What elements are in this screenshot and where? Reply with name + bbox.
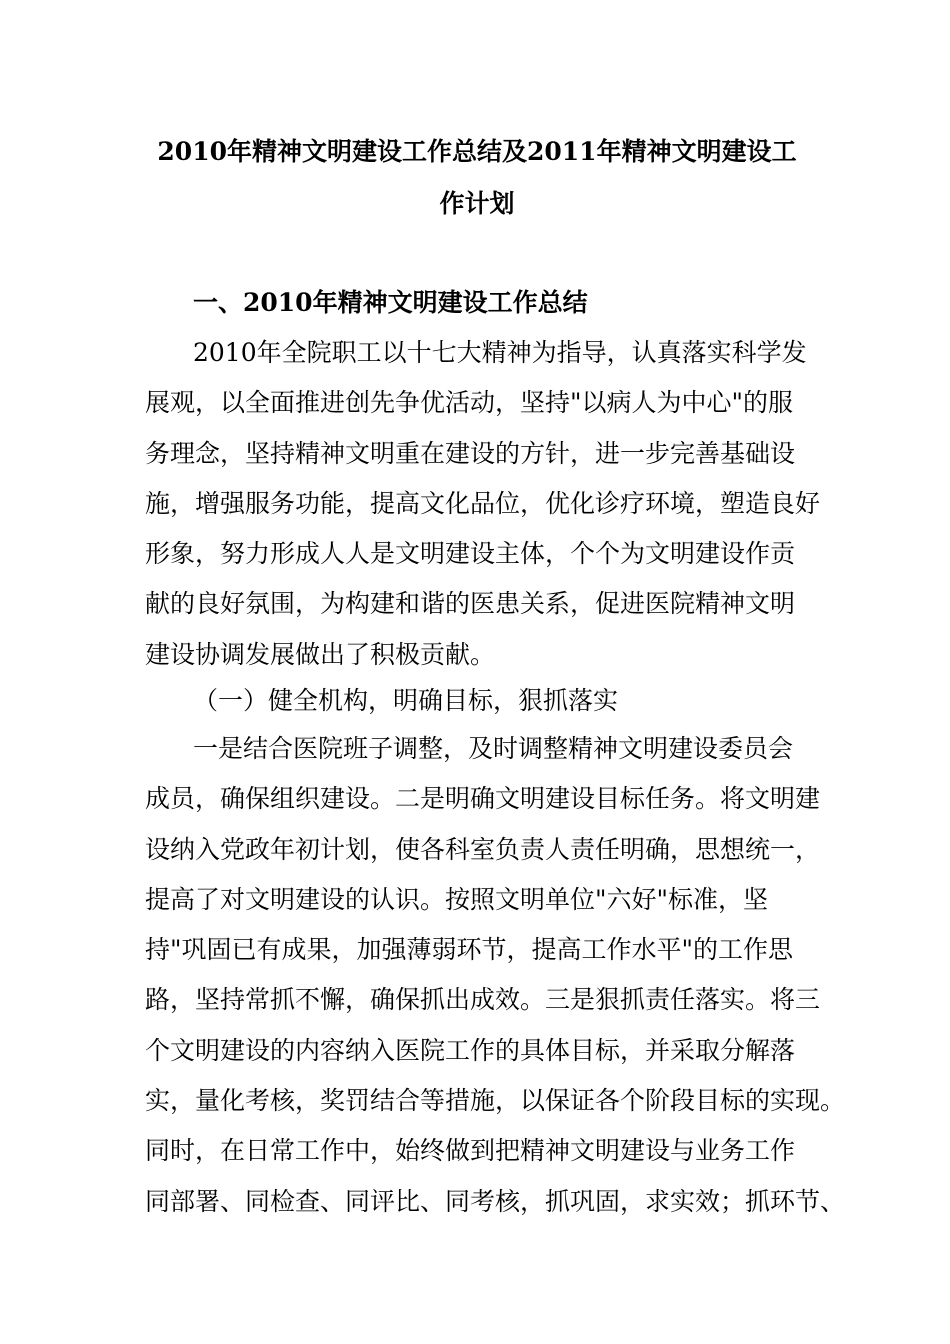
paragraph-line: 献的良好氛围，为构建和谐的医患关系，促进医院精神文明 (145, 589, 796, 619)
paragraph-line: 路，坚持常抓不懈，确保抓出成效。三是狠抓责任落实。将三 (145, 985, 821, 1015)
paragraph-line: 设纳入党政年初计划，使各科室负责人责任明确，思想统一， (145, 834, 821, 864)
paragraph-2 (145, 724, 846, 1227)
paragraph-line: 2010年全院职工以十七大精神为指导，认真落实科学发 (193, 338, 807, 367)
paragraph-line: 施，增强服务功能，提高文化品位，优化诊疗环境，塑造良好 (145, 488, 821, 518)
paragraph-1 (145, 328, 821, 680)
paragraph-line: 形象，努力形成人人是文明建设主体，个个为文明建设作贡 (145, 539, 796, 569)
paragraph-line: 成员，确保组织建设。二是明确文明建设目标任务。将文明建 (145, 784, 821, 814)
title-line-1: 2010年精神文明建设工作总结及2011年精神文明建设工 (157, 137, 797, 166)
paragraph-line: 个文明建设的内容纳入医院工作的具体目标，并采取分解落 (145, 1035, 796, 1065)
document-title (145, 126, 809, 230)
subheading: （一）健全机构，明确目标，狠抓落实 (193, 686, 619, 715)
paragraph-line: 建设协调发展做出了积极贡献。 (145, 639, 496, 669)
section-heading: 一、2010年精神文明建设工作总结 (193, 288, 588, 317)
paragraph-line: 持"巩固已有成果，加强薄弱环节，提高工作水平"的工作思 (145, 935, 794, 965)
paragraph-line: 同时，在日常工作中，始终做到把精神文明建设与业务工作 (145, 1136, 796, 1166)
paragraph-line: 一是结合医院班子调整，及时调整精神文明建设委员会 (193, 734, 794, 763)
paragraph-line: 展观，以全面推进创先争优活动，坚持"以病人为中心"的服 (145, 388, 794, 418)
paragraph-line: 务理念，坚持精神文明重在建设的方针，进一步完善基础设 (145, 438, 796, 468)
title-line-2: 作计划 (439, 189, 515, 218)
paragraph-line: 提高了对文明建设的认识。按照文明单位"六好"标准，坚 (145, 884, 769, 914)
paragraph-line: 实，量化考核，奖罚结合等措施，以保证各个阶段目标的实现。 (145, 1086, 846, 1116)
paragraph-line: 同部署、同检查、同评比、同考核，抓巩固，求实效；抓环节、 (145, 1186, 846, 1216)
